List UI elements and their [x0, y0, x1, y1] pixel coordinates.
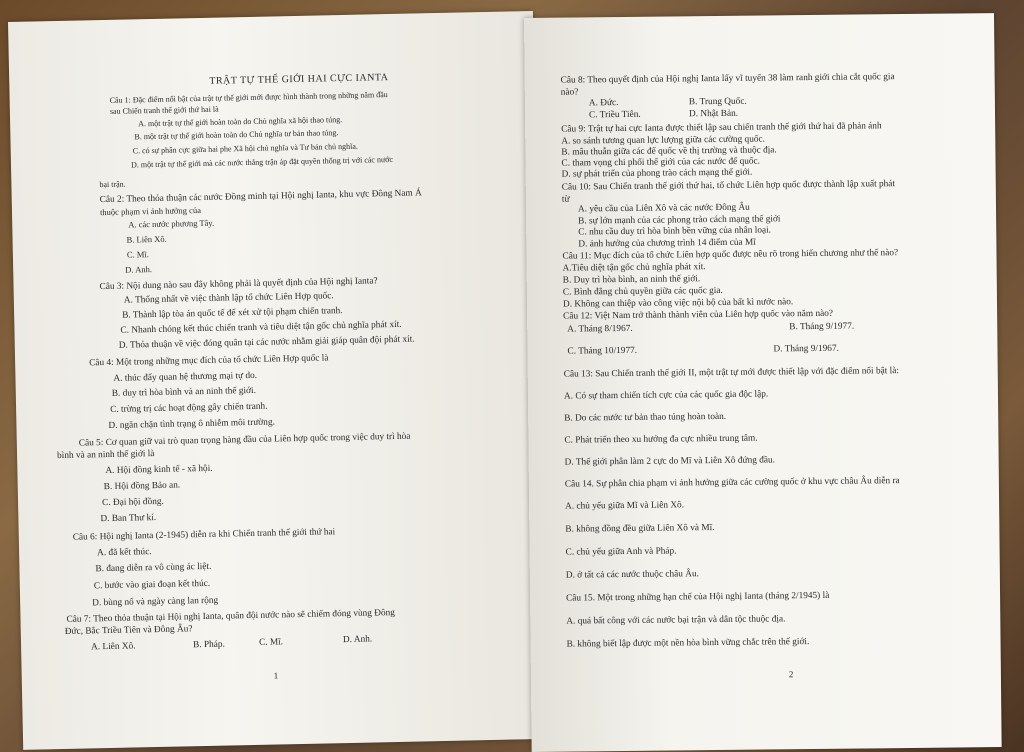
question-14: Câu 14. Sự phân chia phạm vi ảnh hưởng giữa các cường quốc ở khu vực châu Âu diễn ra — [564, 476, 900, 490]
q1-option-d-cont: bại trận. — [99, 179, 126, 190]
q14-option-a: A. chủ yếu giữa Mĩ và Liên Xô. — [565, 500, 685, 512]
q12-option-b: B. Tháng 9/1977. — [789, 321, 855, 333]
q2-option-a: A. các nước phương Tây. — [128, 217, 215, 230]
q6-option-c: C. bước vào giai đoạn kết thúc. — [93, 578, 211, 592]
q8-option-c: C. Triều Tiên. — [588, 109, 641, 121]
q13-option-d: D. Thế giới phân làm 2 cực do Mĩ và Liên Xô đứng đầu. — [564, 455, 775, 468]
q7-option-d: D. Anh. — [342, 634, 373, 646]
right-page — [524, 13, 1002, 752]
q3-option-d: D. Thỏa thuận về việc đóng quân tại các nước nhằm giải giáp quân đội phát xít. — [118, 334, 415, 351]
q4-option-c: C. trừng trị các hoạt động gây chiến tranh. — [110, 401, 268, 415]
q13-option-c: C. Phát triển theo xu hướng đa cực nhiều trung tâm. — [564, 433, 758, 446]
question-7-cont: Đức, Bắc Triều Tiên và Đông Âu? — [64, 624, 193, 637]
question-1-cont: sau Chiến tranh thế giới thứ hai là — [109, 104, 219, 116]
question-11: Câu 11: Mục đích của tổ chức Liên hợp quốc được nêu rõ trong hiến chương như thế nào? — [562, 248, 899, 262]
page-number: 1 — [273, 670, 279, 681]
q13-option-a: A. Có sự tham chiến tích cực của các quốc gia độc lập. — [563, 389, 769, 402]
question-5: Câu 5: Cơ quan giữ vai trò quan trọng hàng đầu của Liên hợp quốc trong việc duy trì hòa — [78, 431, 411, 449]
q11-option-b: B. Duy trì hòa bình, an ninh thế giới. — [562, 274, 701, 286]
question-2: Câu 2: Theo thỏa thuận các nước Đồng minh tại Hội nghị Ianta, khu vực Đông Nam Á — [99, 188, 422, 206]
q7-option-b: B. Pháp. — [192, 639, 225, 651]
left-page — [8, 11, 548, 750]
question-13: Câu 13: Sau Chiến tranh thế giới II, một trật tự mới được thiết lập với đặc điểm nổi bật là: — [563, 366, 899, 380]
question-7: Câu 7: Theo thỏa thuận tại Hội nghị Ianta, quân đội nước nào sẽ chiếm đóng vùng Đông — [66, 608, 395, 625]
q9-option-b: B. mâu thuẫn giữa các đế quốc về thị trường và thuộc địa. — [561, 145, 777, 158]
q11-option-c: C. Bình đẳng chủ quyền giữa các quốc gia. — [562, 285, 723, 298]
q2-option-c: C. Mĩ. — [126, 249, 149, 260]
q12-option-c: C. Tháng 10/1977. — [567, 345, 638, 357]
q14-option-c: C. chủ yếu giữa Anh và Pháp. — [565, 546, 677, 558]
q10-option-d: D. ảnh hưởng của chương trình 14 điểm của Mĩ — [578, 237, 756, 250]
q4-option-d: D. ngăn chặn tình trạng ô nhiễm môi trường. — [108, 417, 275, 431]
page-title: TRẬT TỰ THẾ GIỚI HAI CỰC IANTA — [209, 72, 389, 87]
q3-option-a: A. Thống nhất về việc thành lập tổ chức Liên Hợp quốc. — [123, 291, 334, 306]
q1-option-d: D. một trật tự thế giới mà các nước thắng trận áp đặt quyền thống trị với các nước — [130, 154, 394, 170]
question-1: Câu 1: Đặc điểm nổi bật của trật tự thế giới mới được hình thành trong những năm đầu — [109, 90, 388, 105]
q5-option-a: A. Hội đồng kinh tế - xã hội. — [105, 463, 213, 477]
q2-option-b: B. Liên Xô. — [126, 233, 167, 245]
q12-option-a: A. Tháng 8/1967. — [567, 323, 633, 335]
q10-option-a: A. yêu cầu của Liên Xô và các nước Đông Âu — [577, 202, 750, 215]
q1-option-c: C. có sự phân cực giữa hai phe Xã hội chủ nghĩa và Tư bản chủ nghĩa. — [132, 141, 358, 156]
q6-option-b: B. đang diễn ra vô cùng ác liệt. — [95, 561, 212, 575]
q7-option-c: C. Mĩ. — [258, 637, 284, 648]
question-3: Câu 3: Nội dung nào sau đây không phải là quyết định của Hội nghị Ianta? — [99, 276, 378, 293]
q14-option-b: B. không đồng đều giữa Liên Xô và Mĩ. — [565, 523, 715, 535]
q15-option-a: A. quá bất công với các nước bại trận và dân tộc thuộc địa. — [566, 614, 786, 627]
question-8: Câu 8: Theo quyết định của Hội nghị Ianta lấy vĩ tuyến 38 làm ranh giới chia cắt quốc gia — [560, 72, 895, 86]
question-12: Câu 12: Việt Nam trở thành thành viên của Liên hợp quốc vào năm nào? — [563, 308, 834, 322]
q10-option-c: C. nhu cầu duy trì hòa bình bền vững của nhân loại. — [578, 225, 772, 238]
question-4: Câu 4: Một trong những mục đích của tổ chức Liên Hợp quốc là — [89, 353, 329, 369]
q6-option-d: D. bùng nổ và ngày càng lan rộng — [92, 595, 219, 609]
q11-option-d: D. Không can thiệp vào công việc nội bộ của bất kì nước nào. — [562, 297, 794, 310]
q9-option-d: D. sự phát triển của phong trào cách mạng thế giới. — [561, 167, 753, 180]
q8-option-b: B. Trung Quốc. — [688, 96, 747, 108]
q15-option-b: B. không biết lập được một nền hòa bình vững chắc trên thế giới. — [566, 637, 810, 650]
q12-option-d: D. Tháng 9/1967. — [773, 343, 839, 355]
q4-option-b: B. duy trì hòa bình và an ninh thế giới. — [111, 385, 256, 399]
question-10-cont: từ — [561, 194, 570, 205]
q5-option-c: C. Đại hội đồng. — [101, 496, 164, 509]
page-number: 2 — [788, 669, 794, 680]
q7-option-a: A. Liên Xô. — [91, 641, 136, 653]
question-2-cont: thuộc phạm vi ảnh hưởng của — [99, 205, 202, 218]
q11-option-a: A.Tiêu diệt tận gốc chủ nghĩa phát xít. — [562, 262, 706, 274]
q3-option-c: C. Nhanh chóng kết thúc chiến tranh và tiêu diệt tận gốc chủ nghĩa phát xít. — [120, 319, 402, 336]
q1-option-a: A. một trật tự thế giới hoàn toàn do Chủ nghĩa xã hội thao túng. — [138, 115, 343, 129]
q6-option-a: A. đã kết thúc. — [97, 547, 152, 559]
question-10: Câu 10: Sau Chiến tranh thế giới thứ hai, tổ chức Liên hợp quốc được thành lập xuất phát — [561, 179, 896, 193]
q5-option-b: B. Hội đồng Bảo an. — [103, 480, 181, 493]
q1-option-b: B. một trật tự thế giới hoàn toàn do Chủ nghĩa tư bản thao túng. — [134, 128, 339, 142]
q14-option-d: D. ở tất cả các nước thuộc châu Âu. — [565, 569, 699, 581]
q5-option-d: D. Ban Thư kí. — [100, 513, 157, 525]
question-8-cont: nào? — [560, 87, 579, 98]
q13-option-b: B. Do các nước tư bản thao túng hoàn toàn. — [564, 411, 727, 424]
q8-option-a: A. Đức. — [588, 98, 619, 109]
question-5-cont: bình và an ninh thế giới là — [56, 449, 155, 462]
q10-option-b: B. sự lớn mạnh của các phong trào cách mạng thế giới — [578, 214, 781, 227]
q4-option-a: A. thúc đẩy quan hệ thương mại tự do. — [113, 370, 258, 384]
q9-option-a: A. so sánh tương quan lực lượng giữa các cường quốc. — [561, 134, 765, 147]
question-6: Câu 6: Hội nghị Ianta (2-1945) diễn ra khi Chiến tranh thế giới thứ hai — [72, 527, 336, 543]
q9-option-c: C. tham vọng chi phối thế giới của các nước đế quốc. — [561, 156, 761, 169]
q3-option-b: B. Thành lập tòa án quốc tế để xét xử tội phạm chiến tranh. — [122, 306, 343, 321]
q2-option-d: D. Anh. — [125, 264, 152, 275]
question-9: Câu 9: Trật tự hai cực Ianta được thiết lập sau chiến tranh thế giới thứ hai đã phản ánh — [561, 121, 882, 135]
question-15: Câu 15. Một trong những hạn chế của Hội nghị Ianta (tháng 2/1945) là — [566, 590, 830, 604]
q8-option-d: D. Nhật Bản. — [688, 108, 739, 120]
